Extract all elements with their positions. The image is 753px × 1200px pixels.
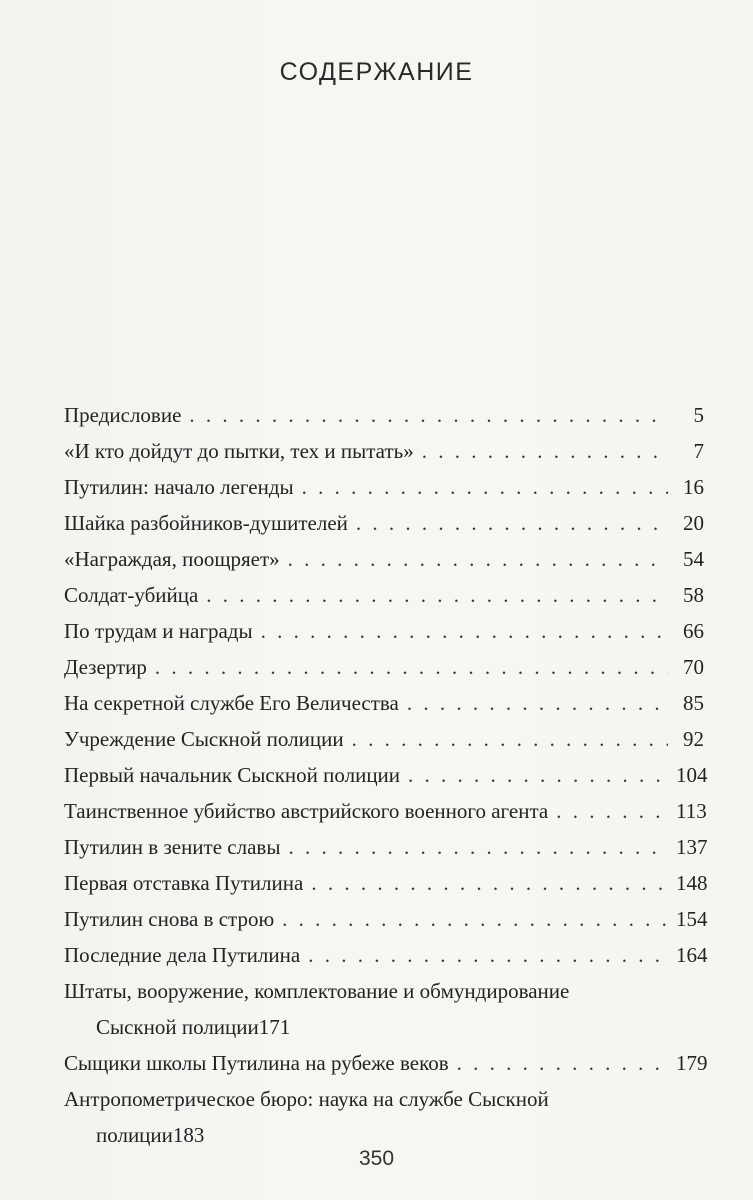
toc-entry-page: 92 [683,727,704,751]
toc-entry-page: 66 [683,619,704,643]
dot-leader [308,937,668,973]
dot-leader [189,397,668,433]
toc-entry [64,865,708,901]
toc-entry-page: 7 [693,439,704,463]
dot-leader [288,829,668,865]
toc-entry-title: Дезертир [64,655,147,679]
toc-entry [64,829,708,865]
toc-entry-page: 137 [676,835,708,859]
toc-entry-title: На секретной службе Его Величества [64,691,399,715]
dot-leader [282,901,668,937]
toc-entry [64,1045,708,1081]
toc-entry-title: Путилин в зените славы [64,835,281,859]
toc-entry-page: 104 [676,763,708,787]
dot-leader [311,865,668,901]
toc-entry-title: Последние дела Путилина [64,943,301,967]
toc-entry-title: Первый начальник Сыскной полиции [64,763,401,787]
toc-entry [64,937,708,973]
toc-entry [64,973,704,1045]
toc-entry-title: Шайка разбойников-душителей [64,511,348,535]
toc-entry [64,433,704,469]
dot-leader [407,685,668,721]
toc-entry-page: 179 [676,1051,708,1075]
dot-leader [457,1045,668,1081]
toc-entry-page: 164 [676,943,708,967]
dot-leader [556,793,668,829]
dot-leader [422,433,668,469]
toc-entry-title: Первая отставка Путилина [64,871,304,895]
toc-entry-title: Учреждение Сыскной полиции [64,727,344,751]
toc-entry-title: По трудам и награды [64,619,253,643]
toc-entry-page: 183 [172,1123,205,1147]
toc-entry [64,793,707,829]
toc-entry-page: 5 [693,403,704,427]
table-of-contents [64,397,708,1153]
toc-entry [64,649,704,685]
toc-entry-page: 85 [683,691,704,715]
dot-leader [408,757,668,793]
dot-leader [356,505,668,541]
dot-leader [206,577,668,613]
toc-entry-title-continuation: полиции [96,1123,173,1147]
toc-entry [64,613,704,649]
toc-entry [64,685,704,721]
toc-entry-title: Предисловие [64,403,182,427]
toc-entry-title: Путилин: начало легенды [64,475,294,499]
toc-entry-page: 20 [683,511,704,535]
dot-leader [155,649,668,685]
dot-leader [288,541,668,577]
toc-entry-page: 113 [676,799,707,823]
dot-leader [352,721,668,757]
toc-entry-page: 148 [676,871,708,895]
toc-entry-title-continuation: Сыскной полиции [96,1015,259,1039]
toc-entry-title: «Награждая, поощряет» [64,547,280,571]
toc-entry [64,469,704,505]
toc-entry-title: Антропометрическое бюро: наука на службе Сыскной [64,1087,549,1111]
toc-entry-page: 16 [683,475,704,499]
toc-entry [64,1081,704,1153]
toc-entry [64,901,708,937]
toc-entry-title: Штаты, вооружение, комплектование и обмундирование [64,979,570,1003]
toc-entry-title: Солдат-убийца [64,583,199,607]
page-number: 350 [358,1147,395,1170]
toc-entry-page: 54 [683,547,704,571]
toc-entry [64,757,708,793]
toc-entry-title: Таинственное убийство австрийского военного агента [64,799,549,823]
toc-entry-page: 171 [258,1015,291,1039]
toc-entry [64,505,704,541]
toc-entry-title: «И кто дойдут до пытки, тех и пытать» [64,439,414,463]
toc-entry-title: Сыщики школы Путилина на рубеже веков [64,1051,449,1075]
toc-entry [64,541,704,577]
page-title: СОДЕРЖАНИЕ [279,58,474,86]
toc-entry [64,397,704,433]
toc-entry [64,721,704,757]
toc-entry [64,577,704,613]
dot-leader [261,613,668,649]
toc-entry-page: 154 [676,907,708,931]
toc-entry-page: 70 [683,655,704,679]
toc-entry-page: 58 [683,583,704,607]
dot-leader [302,469,668,505]
toc-entry-title: Путилин снова в строю [64,907,275,931]
